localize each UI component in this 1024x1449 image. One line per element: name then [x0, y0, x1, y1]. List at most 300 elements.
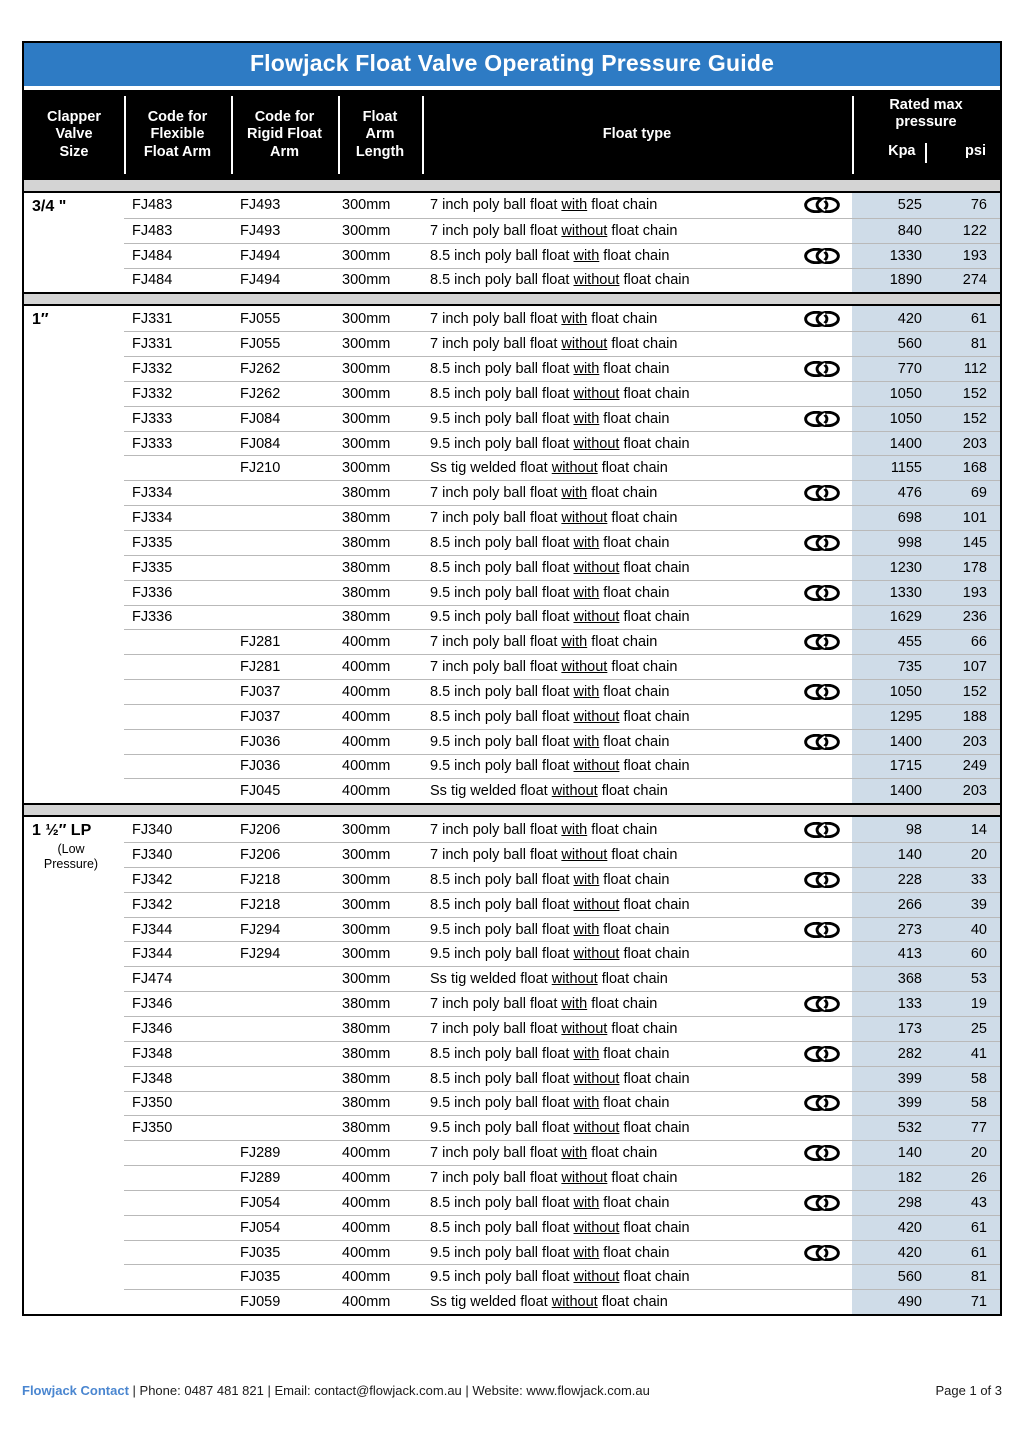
float-type-prefix: 9.5 inch poly ball float [430, 435, 574, 452]
cell-code-rigid-float-arm: FJ218 [240, 871, 281, 888]
cell-float-type [422, 197, 852, 213]
chain-link-icon [804, 311, 840, 327]
cell-float-type [422, 1095, 852, 1111]
cell-rated-pressure-kpa: 1400 [852, 779, 932, 803]
table-row [124, 1041, 1000, 1066]
cell-code-flexible-float-arm: FJ474 [132, 971, 173, 988]
cell-float-arm-length: 380mm [342, 485, 391, 502]
cell-rated-pressure-kpa: 173 [852, 1017, 932, 1041]
cell-code-rigid-float-arm: FJ294 [240, 921, 281, 938]
cell-code-flexible-float-arm: FJ346 [132, 1020, 173, 1037]
table-row [124, 892, 1000, 917]
cell-float-type [422, 634, 852, 650]
float-type-qualifier: with [573, 247, 600, 264]
chain-link-icon [804, 1195, 840, 1211]
cell-code-flexible-float-arm: FJ340 [132, 821, 173, 838]
float-type-prefix: Ss tig welded float [430, 460, 552, 477]
header-line: Rated max [889, 97, 963, 113]
cell-float-type [422, 734, 852, 750]
cell-rated-pressure-kpa: 1155 [852, 456, 932, 480]
cell-float-type [422, 386, 852, 402]
float-type-suffix: float chain [587, 197, 658, 214]
cell-float-type [422, 1195, 852, 1211]
float-type-prefix: 7 inch poly ball float [430, 821, 562, 838]
table-row [124, 941, 1000, 966]
float-type-suffix: float chain [587, 821, 658, 838]
cell-rated-pressure-psi: 43 [932, 1191, 1000, 1215]
header-line: Code for [254, 108, 315, 125]
float-type-prefix: 8.5 inch poly ball float [430, 683, 574, 700]
float-type-suffix: float chain [599, 584, 670, 601]
cell-code-rigid-float-arm: FJ494 [240, 247, 281, 264]
cell-float-arm-length: 300mm [342, 272, 391, 289]
cell-float-arm-length: 380mm [342, 510, 391, 527]
footer-contact-link[interactable]: Flowjack Contact [22, 1383, 129, 1398]
cell-rated-pressure-kpa: 399 [852, 1067, 932, 1091]
cell-float-type [422, 684, 852, 700]
float-type-suffix: float chain [597, 971, 668, 988]
cell-float-arm-length: 380mm [342, 1045, 391, 1062]
cell-code-rigid-float-arm: FJ059 [240, 1294, 281, 1311]
cell-rated-pressure-kpa: 1050 [852, 407, 932, 431]
header-separator-band [24, 180, 1000, 193]
table-row [124, 754, 1000, 779]
header-line: Size [59, 143, 89, 160]
cell-float-arm-length: 400mm [342, 659, 391, 676]
float-type-suffix: float chain [587, 996, 658, 1013]
cell-float-arm-length: 400mm [342, 634, 391, 651]
cell-float-type [422, 1245, 852, 1261]
cell-float-arm-length: 300mm [342, 410, 391, 427]
cell-rated-pressure-kpa: 455 [852, 630, 932, 654]
float-type-qualifier: with [573, 1095, 600, 1112]
table-row [124, 530, 1000, 555]
chain-link-icon [804, 922, 840, 938]
cell-rated-pressure-psi: 145 [932, 531, 1000, 555]
table-row [124, 1066, 1000, 1091]
cell-code-rigid-float-arm: FJ281 [240, 634, 281, 651]
cell-float-type [422, 248, 852, 264]
cell-code-rigid-float-arm: FJ037 [240, 708, 281, 725]
cell-float-type [422, 872, 852, 888]
float-type-qualifier: with [573, 584, 600, 601]
cell-float-arm-length: 300mm [342, 247, 391, 264]
float-type-prefix: 7 inch poly ball float [430, 1145, 562, 1162]
float-type-prefix: 8.5 inch poly ball float [430, 1219, 574, 1236]
cell-rated-pressure-kpa: 532 [852, 1116, 932, 1140]
cell-float-arm-length: 300mm [342, 336, 391, 353]
table-section [24, 306, 1000, 803]
float-type-suffix: float chain [587, 485, 658, 502]
float-type-suffix: float chain [619, 385, 690, 402]
header-unit-psi: psi [965, 142, 986, 159]
cell-rated-pressure-kpa: 560 [852, 332, 932, 356]
cell-rated-pressure-psi: 203 [932, 779, 1000, 803]
float-type-suffix: float chain [619, 1269, 690, 1286]
cell-rated-pressure-psi: 20 [932, 843, 1000, 867]
cell-rated-pressure-psi: 203 [932, 432, 1000, 456]
cell-float-arm-length: 300mm [342, 921, 391, 938]
float-type-suffix: float chain [599, 921, 670, 938]
float-type-qualifier: with [573, 733, 600, 750]
cell-rated-pressure-psi: 58 [932, 1067, 1000, 1091]
cell-code-rigid-float-arm: FJ206 [240, 847, 281, 864]
cell-rated-pressure-kpa: 525 [852, 193, 932, 218]
chain-link-icon [804, 1245, 840, 1261]
cell-float-arm-length: 400mm [342, 1194, 391, 1211]
float-type-suffix: float chain [619, 272, 690, 289]
float-type-qualifier: without [573, 1070, 620, 1087]
float-type-qualifier: with [573, 921, 600, 938]
float-type-qualifier: without [561, 1020, 608, 1037]
cell-rated-pressure-kpa: 140 [852, 1141, 932, 1165]
cell-float-type [422, 1120, 852, 1136]
cell-float-type [422, 361, 852, 377]
header-code-flexible-float-arm [124, 90, 231, 180]
cell-float-type [422, 1071, 852, 1087]
table-row [124, 817, 1000, 842]
cell-code-flexible-float-arm: FJ342 [132, 896, 173, 913]
cell-rated-pressure-kpa: 560 [852, 1265, 932, 1289]
float-type-prefix: 7 inch poly ball float [430, 485, 562, 502]
cell-code-flexible-float-arm: FJ333 [132, 435, 173, 452]
cell-rated-pressure-psi: 188 [932, 705, 1000, 729]
cell-code-flexible-float-arm: FJ344 [132, 921, 173, 938]
section-rows [124, 306, 1000, 803]
cell-rated-pressure-kpa: 476 [852, 481, 932, 505]
table-row [124, 218, 1000, 243]
float-type-prefix: 8.5 inch poly ball float [430, 247, 574, 264]
cell-rated-pressure-psi: 33 [932, 868, 1000, 892]
cell-float-arm-length: 380mm [342, 584, 391, 601]
float-type-prefix: 8.5 inch poly ball float [430, 1045, 574, 1062]
table-row [124, 580, 1000, 605]
cell-code-rigid-float-arm: FJ055 [240, 336, 281, 353]
float-type-suffix: float chain [607, 1020, 678, 1037]
cell-float-arm-length: 380mm [342, 534, 391, 551]
float-type-qualifier: without [551, 783, 598, 800]
table-row [124, 654, 1000, 679]
cell-float-arm-length: 380mm [342, 996, 391, 1013]
cell-float-arm-length: 300mm [342, 460, 391, 477]
cell-float-type [422, 1145, 852, 1161]
cell-code-rigid-float-arm: FJ494 [240, 272, 281, 289]
float-type-suffix: float chain [599, 1244, 670, 1261]
float-type-prefix: Ss tig welded float [430, 783, 552, 800]
cell-code-flexible-float-arm: FJ340 [132, 847, 173, 864]
cell-rated-pressure-psi: 66 [932, 630, 1000, 654]
cell-code-rigid-float-arm: FJ294 [240, 946, 281, 963]
cell-code-flexible-float-arm: FJ332 [132, 360, 173, 377]
float-type-prefix: 7 inch poly ball float [430, 634, 562, 651]
float-type-prefix: 8.5 inch poly ball float [430, 708, 574, 725]
float-type-qualifier: with [561, 485, 588, 502]
cell-float-type [422, 1269, 852, 1285]
header-float-arm-length [338, 90, 422, 180]
float-type-suffix: float chain [599, 360, 670, 377]
cell-rated-pressure-psi: 249 [932, 755, 1000, 779]
float-type-qualifier: with [573, 1244, 600, 1261]
float-type-prefix: 7 inch poly ball float [430, 310, 562, 327]
float-type-prefix: 8.5 inch poly ball float [430, 360, 574, 377]
float-type-prefix: 8.5 inch poly ball float [430, 385, 574, 402]
header-unit-kpa: Kpa [888, 142, 916, 159]
float-type-qualifier: without [573, 435, 620, 452]
cell-rated-pressure-psi: 101 [932, 506, 1000, 530]
float-type-qualifier: with [561, 310, 588, 327]
cell-rated-pressure-psi: 58 [932, 1092, 1000, 1116]
float-type-suffix: float chain [587, 310, 658, 327]
cell-code-rigid-float-arm: FJ289 [240, 1169, 281, 1186]
cell-code-flexible-float-arm: FJ331 [132, 310, 173, 327]
cell-float-arm-length: 300mm [342, 435, 391, 452]
float-type-suffix: float chain [587, 634, 658, 651]
cell-code-flexible-float-arm: FJ335 [132, 534, 173, 551]
cell-code-flexible-float-arm: FJ483 [132, 222, 173, 239]
header-rated-max-pressure [852, 90, 1000, 180]
chain-link-icon [804, 872, 840, 888]
chain-link-icon [804, 734, 840, 750]
table-row [124, 455, 1000, 480]
table-section [24, 193, 1000, 292]
cell-rated-pressure-kpa: 1629 [852, 606, 932, 630]
header-line: Float [362, 108, 398, 125]
float-type-suffix: float chain [599, 871, 670, 888]
table-row [124, 778, 1000, 803]
cell-rated-pressure-psi: 107 [932, 655, 1000, 679]
chain-link-icon [804, 535, 840, 551]
cell-rated-pressure-psi: 69 [932, 481, 1000, 505]
float-type-suffix: float chain [599, 1045, 670, 1062]
cell-float-type [422, 535, 852, 551]
table-row [124, 1240, 1000, 1265]
float-type-prefix: 7 inch poly ball float [430, 222, 562, 239]
cell-float-arm-length: 400mm [342, 1169, 391, 1186]
table-row [124, 1091, 1000, 1116]
cell-rated-pressure-psi: 193 [932, 581, 1000, 605]
float-type-qualifier: without [551, 460, 598, 477]
footer-contact-details: | Phone: 0487 481 821 | Email: contact@flowjack.com.au | Website: www.flowjack.com.au [128, 1383, 650, 1398]
cell-rated-pressure-psi: 14 [932, 817, 1000, 842]
float-type-prefix: 9.5 inch poly ball float [430, 733, 574, 750]
cell-rated-pressure-kpa: 490 [852, 1290, 932, 1314]
cell-float-arm-length: 400mm [342, 1269, 391, 1286]
float-type-qualifier: without [573, 896, 620, 913]
float-type-suffix: float chain [619, 708, 690, 725]
float-type-prefix: 8.5 inch poly ball float [430, 896, 574, 913]
float-type-prefix: 8.5 inch poly ball float [430, 1070, 574, 1087]
float-type-prefix: 8.5 inch poly ball float [430, 871, 574, 888]
section-rows [124, 817, 1000, 1314]
float-type-qualifier: without [573, 609, 620, 626]
float-type-suffix: float chain [599, 534, 670, 551]
cell-code-rigid-float-arm: FJ036 [240, 733, 281, 750]
cell-code-rigid-float-arm: FJ281 [240, 659, 281, 676]
cell-float-arm-length: 300mm [342, 360, 391, 377]
cell-rated-pressure-psi: 19 [932, 992, 1000, 1016]
cell-float-arm-length: 300mm [342, 197, 391, 214]
cell-float-arm-length: 380mm [342, 609, 391, 626]
chain-link-icon [804, 248, 840, 264]
cell-rated-pressure-kpa: 140 [852, 843, 932, 867]
chain-link-icon [804, 634, 840, 650]
cell-float-type [422, 436, 852, 452]
cell-rated-pressure-kpa: 298 [852, 1191, 932, 1215]
cell-rated-pressure-psi: 39 [932, 893, 1000, 917]
section-label [24, 817, 124, 1314]
float-type-suffix: float chain [619, 946, 690, 963]
cell-rated-pressure-kpa: 1715 [852, 755, 932, 779]
cell-code-flexible-float-arm: FJ483 [132, 197, 173, 214]
float-type-suffix: float chain [599, 683, 670, 700]
cell-float-arm-length: 400mm [342, 1219, 391, 1236]
float-type-qualifier: without [573, 385, 620, 402]
table-row [124, 679, 1000, 704]
float-type-qualifier: with [573, 360, 600, 377]
table-row [124, 331, 1000, 356]
cell-float-arm-length: 380mm [342, 1070, 391, 1087]
float-type-qualifier: without [573, 1120, 620, 1137]
header-line: pressure [895, 114, 957, 131]
cell-rated-pressure-kpa: 1230 [852, 556, 932, 580]
section-label [24, 193, 124, 292]
cell-rated-pressure-kpa: 1330 [852, 581, 932, 605]
cell-rated-pressure-psi: 53 [932, 967, 1000, 991]
cell-rated-pressure-kpa: 698 [852, 506, 932, 530]
cell-rated-pressure-psi: 25 [932, 1017, 1000, 1041]
cell-float-type [422, 336, 852, 352]
cell-rated-pressure-kpa: 98 [852, 817, 932, 842]
float-type-qualifier: with [561, 996, 588, 1013]
cell-float-type [422, 1046, 852, 1062]
cell-float-arm-length: 400mm [342, 733, 391, 750]
cell-code-flexible-float-arm: FJ346 [132, 996, 173, 1013]
float-type-suffix: float chain [607, 222, 678, 239]
float-type-prefix: Ss tig welded float [430, 971, 552, 988]
table-row [124, 1215, 1000, 1240]
cell-code-flexible-float-arm: FJ344 [132, 946, 173, 963]
table-row [124, 629, 1000, 654]
cell-code-flexible-float-arm: FJ331 [132, 336, 173, 353]
float-type-suffix: float chain [619, 1219, 690, 1236]
cell-code-flexible-float-arm: FJ342 [132, 871, 173, 888]
float-type-suffix: float chain [597, 460, 668, 477]
table-row [124, 1289, 1000, 1314]
cell-code-flexible-float-arm: FJ336 [132, 584, 173, 601]
float-type-qualifier: without [561, 847, 608, 864]
cell-rated-pressure-psi: 193 [932, 244, 1000, 268]
cell-rated-pressure-kpa: 735 [852, 655, 932, 679]
table-row [124, 704, 1000, 729]
cell-rated-pressure-kpa: 182 [852, 1166, 932, 1190]
cell-float-type [422, 847, 852, 863]
cell-rated-pressure-psi: 152 [932, 680, 1000, 704]
cell-rated-pressure-psi: 274 [932, 269, 1000, 293]
cell-float-arm-length: 380mm [342, 1020, 391, 1037]
cell-float-type [422, 411, 852, 427]
chain-link-icon [804, 361, 840, 377]
chain-link-icon [804, 1145, 840, 1161]
float-type-prefix: 7 inch poly ball float [430, 1020, 562, 1037]
float-type-prefix: 9.5 inch poly ball float [430, 758, 574, 775]
float-type-qualifier: with [573, 871, 600, 888]
float-type-qualifier: without [573, 272, 620, 289]
cell-rated-pressure-kpa: 273 [852, 918, 932, 942]
cell-float-arm-length: 380mm [342, 1095, 391, 1112]
cell-rated-pressure-kpa: 420 [852, 306, 932, 331]
cell-rated-pressure-psi: 60 [932, 942, 1000, 966]
chain-link-icon [804, 411, 840, 427]
float-type-suffix: float chain [597, 783, 668, 800]
cell-rated-pressure-psi: 112 [932, 357, 1000, 381]
cell-float-arm-length: 400mm [342, 1244, 391, 1261]
table-row [124, 268, 1000, 293]
cell-float-type [422, 922, 852, 938]
cell-code-rigid-float-arm: FJ054 [240, 1219, 281, 1236]
cell-code-rigid-float-arm: FJ289 [240, 1145, 281, 1162]
section-label-main: 1 ½″ LP [32, 822, 92, 840]
cell-rated-pressure-psi: 81 [932, 332, 1000, 356]
section-rows [124, 193, 1000, 292]
float-type-prefix: 9.5 inch poly ball float [430, 946, 574, 963]
header-line: Clapper [47, 108, 101, 125]
cell-float-type [422, 609, 852, 625]
cell-float-type [422, 510, 852, 526]
table-row [124, 356, 1000, 381]
cell-rated-pressure-kpa: 266 [852, 893, 932, 917]
table-row [124, 966, 1000, 991]
float-type-qualifier: with [573, 1045, 600, 1062]
header-float-type: Float type [422, 90, 852, 180]
float-type-suffix: float chain [599, 247, 670, 264]
section-label-sub: Pressure) [43, 857, 99, 872]
float-type-prefix: 8.5 inch poly ball float [430, 534, 574, 551]
cell-rated-pressure-psi: 61 [932, 1216, 1000, 1240]
header-code-rigid-float-arm [231, 90, 338, 180]
cell-float-arm-length: 400mm [342, 1145, 391, 1162]
cell-float-arm-length: 300mm [342, 310, 391, 327]
header-line: Valve [55, 126, 93, 143]
cell-rated-pressure-psi: 203 [932, 730, 1000, 754]
float-type-qualifier: without [573, 559, 620, 576]
cell-float-arm-length: 400mm [342, 783, 391, 800]
table-row [124, 842, 1000, 867]
cell-rated-pressure-psi: 77 [932, 1116, 1000, 1140]
cell-float-type [422, 1021, 852, 1037]
float-type-suffix: float chain [619, 758, 690, 775]
cell-float-type [422, 822, 852, 838]
cell-code-flexible-float-arm: FJ350 [132, 1095, 173, 1112]
cell-float-type [422, 311, 852, 327]
cell-rated-pressure-psi: 236 [932, 606, 1000, 630]
chain-link-icon [804, 996, 840, 1012]
float-type-qualifier: with [561, 634, 588, 651]
cell-float-arm-length: 400mm [342, 1294, 391, 1311]
float-type-qualifier: without [561, 336, 608, 353]
cell-code-flexible-float-arm: FJ333 [132, 410, 173, 427]
float-type-qualifier: without [573, 758, 620, 775]
cell-rated-pressure-psi: 81 [932, 1265, 1000, 1289]
table-row [124, 381, 1000, 406]
table-row [124, 729, 1000, 754]
table-row [124, 917, 1000, 942]
float-type-prefix: 9.5 inch poly ball float [430, 1095, 574, 1112]
cell-float-type [422, 783, 852, 799]
table-row [124, 431, 1000, 456]
float-type-qualifier: with [561, 1145, 588, 1162]
header-line: Rigid Float [247, 126, 322, 143]
section-label [24, 306, 124, 803]
